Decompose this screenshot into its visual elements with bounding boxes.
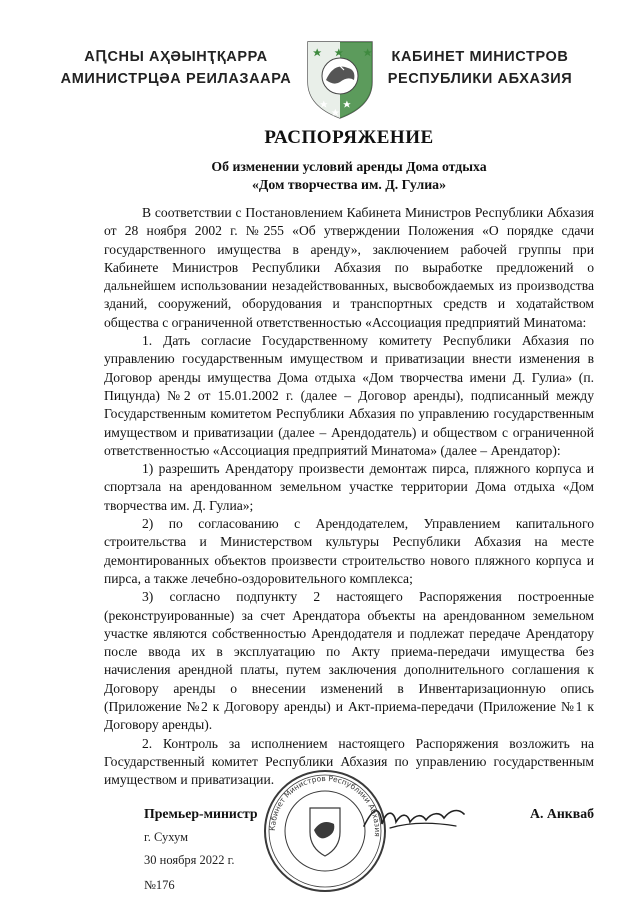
document-title: РАСПОРЯЖЕНИЕ <box>264 127 434 148</box>
header-right-line2: РЕСПУБЛИКИ АБХАЗИЯ <box>387 71 573 87</box>
header-left-line1: АԤСНЫ АҲӘЫНҬҚАРРА <box>84 49 268 65</box>
signatory-name: А. Анкваб <box>530 806 594 821</box>
document-number: №176 <box>144 878 175 892</box>
seal-ring-text: Кабинет Министров Республики Абхазия <box>267 773 383 838</box>
subtitle-line1: Об изменении условий аренды Дома отдыха <box>211 159 487 174</box>
clause-1-paragraph: 1. Дать согласие Государственному комитету Республики Абхазия по управлению государственным имуществом и приватизации внести изменения в Договор аренды имущества Дома отдыха «Дом творчества имени Д. Гулиа» (п. Пицунда) №2 от 15.01.2002 г. (далее – Договор аренды), подписанный между Государственным комитетом Республики Абхазия по управлению государственным имуществом и приватизации (далее – Арендодатель) и обществом с ограниченной ответственностью «Ассоциация предприятий Минатома» (далее – Арендатор): <box>104 333 594 458</box>
document-body <box>104 126 594 790</box>
coat-of-arms-icon <box>304 40 376 120</box>
document-header <box>0 40 640 120</box>
subclause-3-paragraph: 3) согласно подпункту 2 настоящего Распоряжения построенные (реконструированные) за счет Арендатора объекты на арендованном земельном участке являются собственностью Арендодателя и подлежат передаче Арендатору после ввода их в эксплуатацию по Акту приема-передачи имущества без начисления арендной платы, путем заключения дополнительного соглашения к Договору аренды о внесении изменений в Инвентаризационную опись (Приложение №2 к Договору аренды) и Акт-приема-передачи (Приложение №1 к Договору аренды). <box>104 589 594 733</box>
clause-2-paragraph: 2. Контроль за исполнением настоящего Распоряжения возложить на Государственный комитет Республики Абхазия по управлению государственным имуществом и приватизации. <box>104 735 594 788</box>
document-date: 30 ноября 2022 г. <box>144 853 235 867</box>
document-city: г. Сухум <box>144 830 189 844</box>
header-russian-block <box>380 46 580 90</box>
document-subtitle <box>104 158 594 194</box>
signatory-role: Премьер-министр <box>144 806 258 821</box>
subclause-1-paragraph: 1) разрешить Арендатору произвести демонтаж пирса, пляжного корпуса и спортзала на арендованном земельном участке территории Дома отдыха «Дом творчества им. Д. Гулиа»; <box>104 461 594 513</box>
header-abkhaz-block <box>56 46 296 90</box>
header-left-line2: АМИНИСТРЦӘА РЕИЛАЗААРА <box>60 71 292 87</box>
header-right-line1: КАБИНЕТ МИНИСТРОВ <box>391 49 569 65</box>
preamble-paragraph: В соответствии с Постановлением Кабинета Министров Республики Абхазия от 28 ноября 2002 г. №255 «Об утверждении Положения «О порядке сдачи государственного имущества в аренду», заключением рабочей группы при Кабинете Министров Республики Абхазия по выработке предложений о дальнейшем использовании незадействованных, высвобождаемых из производства зданий, сооружений, оборудования и транспортных средств и ходатайством общества с ограниченной ответственностью «Ассоциация предприятий Минатома: <box>104 205 594 330</box>
handwritten-signature-icon <box>360 800 470 836</box>
subtitle-line2: «Дом творчества им. Д. Гулиа» <box>252 177 446 192</box>
subclause-2-paragraph: 2) по согласованию с Арендодателем, Управлением капитального строительства и Министерством культуры Республики Абхазия на месте демонтированных объектов произвести строительство нового пляжного корпуса и пирса, а также лечебно-оздоровительного комплекса; <box>104 516 594 586</box>
